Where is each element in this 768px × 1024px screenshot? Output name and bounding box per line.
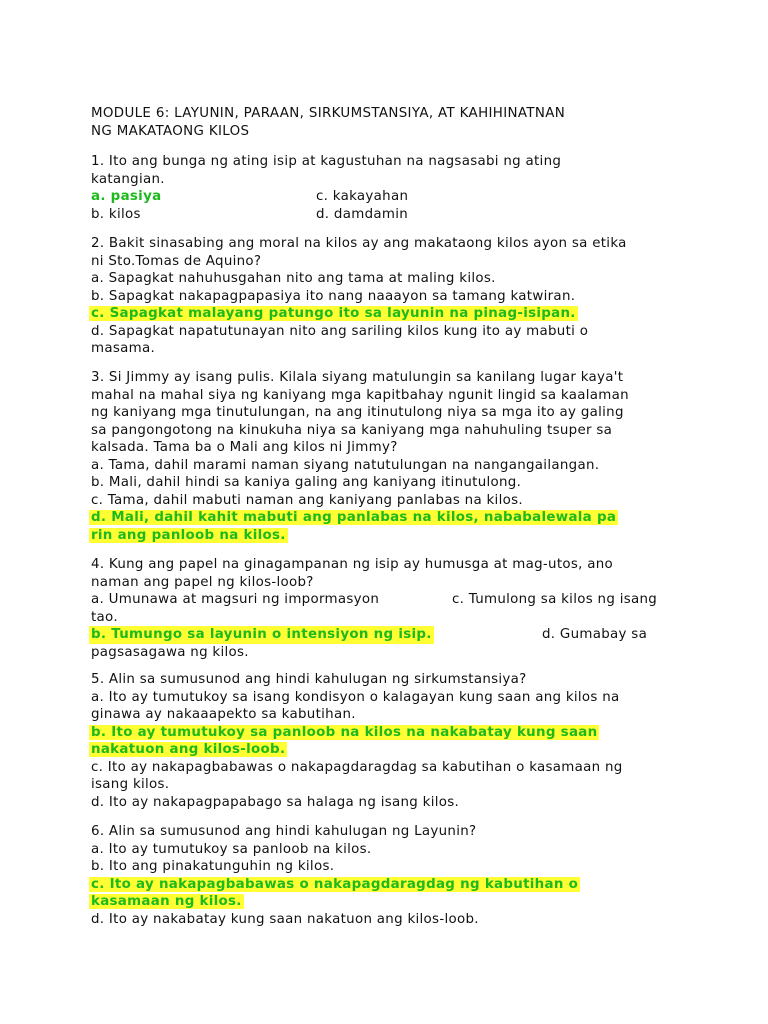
question-4	[91, 556, 691, 661]
choice-c-correct: kasamaan ng kilos.	[91, 894, 242, 909]
choice-row	[91, 626, 691, 644]
title-line: NG MAKATAONG KILOS	[91, 123, 250, 139]
question-text: 3. Si Jimmy ay isang pulis. Kilala siyang matulungin sa kanilang lugar kaya't	[91, 370, 624, 385]
choice-d: masama.	[91, 341, 156, 356]
question-text: katangian.	[91, 171, 165, 187]
module-title	[91, 105, 691, 140]
choice-d: d. Gumabay sa	[542, 627, 648, 642]
choice-c: c. Tumulong sa kilos ng isang	[452, 592, 658, 607]
question-text: ni Sto.Tomas de Aquino?	[91, 253, 262, 269]
choice-b: b. Sapagkat nakapagpapasiya ito nang naaayon sa tamang katwiran.	[91, 288, 576, 304]
choice-b: b. kilos	[91, 206, 141, 222]
choice-d: d. damdamin	[316, 206, 409, 222]
choice-d: d. Ito ay nakabatay kung saan nakatuon ang kilos-loob.	[91, 911, 479, 927]
question-text: 4. Kung ang papel na ginagampanan ng isip ay humusga at mag-utos, ano	[91, 557, 614, 572]
choice-d: d. Ito ay nakapagpapabago sa halaga ng isang kilos.	[91, 794, 460, 810]
choice-d-correct: d. Mali, dahil kahit mabuti ang panlabas na kilos, nababalewala pa	[91, 510, 617, 525]
choice-row	[91, 188, 691, 206]
choice-b: b. Ito ang pinakatunguhin ng kilos.	[91, 859, 335, 874]
choice-b-correct: b. Ito ay tumutukoy sa panloob na kilos na nakabatay kung saan	[91, 724, 598, 740]
question-text: 1. Ito ang bunga ng ating isip at kagustuhan na nagsasabi ng ating	[91, 154, 562, 169]
question-3	[91, 369, 691, 544]
choice-c: c. Tama, dahil mabuti naman ang kaniyang panlabas na kilos.	[91, 492, 523, 508]
choice-row	[91, 206, 691, 224]
question-6	[91, 823, 691, 928]
choice-b-correct: b. Tumungo sa layunin o intensiyon ng isip.	[91, 627, 432, 642]
question-5	[91, 671, 691, 811]
question-text: mahal na mahal siya ng kaniyang mga kapitbahay ngunit lingid sa kaalaman	[91, 387, 629, 403]
question-text: kalsada. Tama ba o Mali ang kilos ni Jimmy?	[91, 440, 398, 455]
choice-row	[91, 591, 691, 609]
choice-c: isang kilos.	[91, 777, 170, 792]
question-1	[91, 153, 691, 223]
title-line: MODULE 6: LAYUNIN, PARAAN, SIRKUMSTANSIYA, AT KAHIHINATNAN	[91, 106, 566, 121]
choice-c-correct: c. Ito ay nakapagbabawas o nakapagdaragdag ng kabutihan o	[91, 876, 579, 892]
question-text: 2. Bakit sinasabing ang moral na kilos ay ang makataong kilos ayon sa etika	[91, 236, 627, 251]
choice-c-correct: c. Sapagkat malayang patungo ito sa layunin na pinag-isipan.	[91, 306, 576, 321]
choice-a: a. Sapagkat nahuhusgahan nito ang tama at maling kilos.	[91, 271, 496, 286]
choice-a: a. Umunawa at magsuri ng impormasyon	[91, 592, 380, 607]
question-2	[91, 235, 691, 358]
choice-a: a. Ito ay tumutukoy sa isang kondisyon o kalagayan kung saan ang kilos na	[91, 689, 620, 705]
choice-d-correct: rin ang panloob na kilos.	[91, 527, 286, 543]
question-text: sa pangongotong na kinukuha niya sa kaniyang mga nahuhuling tsuper sa	[91, 422, 613, 438]
choice-a: a. Ito ay tumutukoy sa panloob na kilos.	[91, 841, 372, 857]
choice-c-continued: tao.	[91, 609, 118, 625]
choice-d-continued: pagsasagawa ng kilos.	[91, 644, 249, 660]
question-text: 6. Alin sa sumusunod ang hindi kahulugan ng Layunin?	[91, 824, 477, 839]
choice-c: c. kakayahan	[316, 189, 409, 204]
choice-b: b. Mali, dahil hindi sa kaniya galing ang kaniyang itinutulong.	[91, 475, 522, 490]
question-text: 5. Alin sa sumusunod ang hindi kahulugan ng sirkumstansiya?	[91, 672, 527, 687]
question-text: ng kaniyang mga tinutulungan, na ang itinutulong niya sa mga ito ay galing	[91, 405, 624, 420]
choice-a-correct: a. pasiya	[91, 189, 162, 204]
choice-c: c. Ito ay nakapagbabawas o nakapagdaragdag sa kabutihan o kasamaan ng	[91, 759, 623, 775]
choice-a: a. Tama, dahil marami naman siyang natutulungan na nangangailangan.	[91, 457, 600, 473]
choice-d: d. Sapagkat napatutunayan nito ang sariling kilos kung ito ay mabuti o	[91, 323, 589, 339]
choice-a: ginawa ay nakaaapekto sa kabutihan.	[91, 707, 356, 722]
question-text: naman ang papel ng kilos-loob?	[91, 574, 314, 590]
choice-b-correct: nakatuon ang kilos-loob.	[91, 742, 286, 757]
